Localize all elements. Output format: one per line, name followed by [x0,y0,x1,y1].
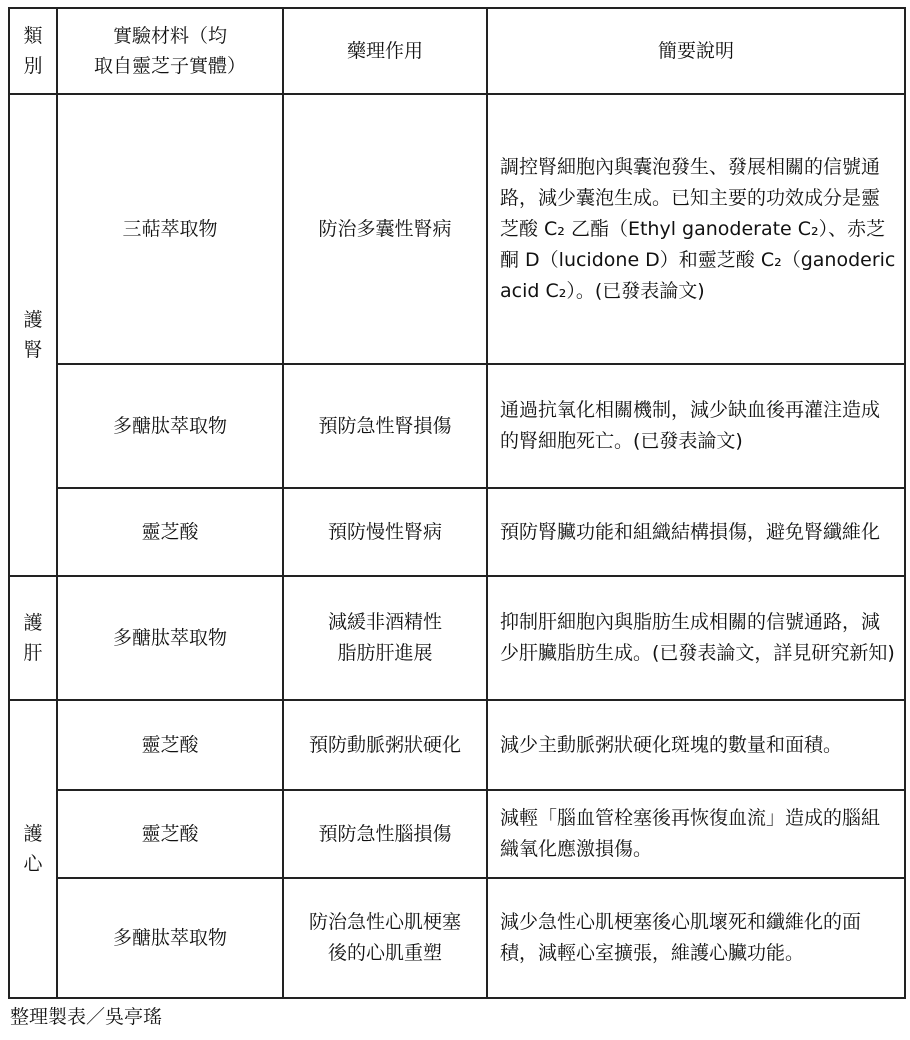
header-description: 簡要說明 [487,8,905,94]
effect-cell [283,488,487,576]
category-line2: 腎 [23,339,43,361]
header-material-line2: 取自靈芝子實體） [93,55,246,77]
category-cell-liver [9,576,57,700]
material-cell: 三萜萃取物 [57,94,283,364]
category-line1: 護 [23,612,43,634]
material-cell: 靈芝酸 [57,700,283,790]
compiler-credit: 整理製表／吳亭瑤 [10,1006,163,1028]
description-cell: 減少急性心肌梗塞後心肌壞死和纖維化的面積，減輕心室擴張，維護心臟功能。 [487,878,905,998]
effect-line1: 減緩非酒精性 [327,611,442,633]
table-row [9,94,905,364]
material-cell: 靈芝酸 [57,488,283,576]
header-row [9,8,905,94]
table-row [9,700,905,790]
header-effect: 藥理作用 [283,8,487,94]
effect-line1: 預防急性腦損傷 [318,822,452,845]
description-cell: 減少主動脈粥狀硬化斑塊的數量和面積。 [487,700,905,790]
effect-line1: 防治急性心肌梗塞 [308,911,461,933]
effect-cell [283,790,487,878]
description-cell: 通過抗氧化相關機制，減少缺血後再灌注造成的腎細胞死亡。(已發表論文) [487,364,905,488]
category-line2: 心 [23,853,43,875]
material-cell: 多醣肽萃取物 [57,364,283,488]
effect-line1: 預防動脈粥狀硬化 [308,733,461,756]
description-cell: 抑制肝細胞內與脂肪生成相關的信號通路，減少肝臟脂肪生成。(已發表論文，詳見研究新知) [487,576,905,700]
category-line1: 護 [23,309,43,331]
effect-cell [283,700,487,790]
effect-line1: 預防急性腎損傷 [318,414,452,437]
pharmacology-table [8,7,906,999]
description-cell: 減輕「腦血管栓塞後再恢復血流」造成的腦組織氧化應激損傷。 [487,790,905,878]
effect-line1: 防治多囊性腎病 [318,217,452,240]
effect-cell [283,364,487,488]
table-row [9,364,905,488]
header-material [57,8,283,94]
category-cell-heart [9,700,57,998]
material-cell: 多醣肽萃取物 [57,878,283,998]
table-row [9,790,905,878]
header-material-line1: 實驗材料（均 [112,25,227,47]
effect-cell [283,576,487,700]
effect-line1: 預防慢性腎病 [327,520,442,543]
effect-cell [283,878,487,998]
effect-line2: 脂肪肝進展 [337,642,433,664]
header-category: 類別 [9,8,57,94]
category-line1: 護 [23,823,43,845]
effect-line2: 後的心肌重塑 [327,942,442,964]
material-cell: 靈芝酸 [57,790,283,878]
category-cell-kidney [9,94,57,576]
table-row [9,576,905,700]
table-row [9,488,905,576]
category-line2: 肝 [23,642,43,664]
table-row [9,878,905,998]
description-cell: 預防腎臟功能和組織結構損傷，避免腎纖維化 [487,488,905,576]
description-cell: 調控腎細胞內與囊泡發生、發展相關的信號通路，減少囊泡生成。已知主要的功效成分是靈芝酸 C₂ 乙酯（Ethyl ganoderate C₂）、赤芝酮 D（lucidone D）和靈芝酸 C₂（ganoderic acid C₂）。(已發表論文) [487,94,905,364]
effect-cell [283,94,487,364]
material-cell: 多醣肽萃取物 [57,576,283,700]
